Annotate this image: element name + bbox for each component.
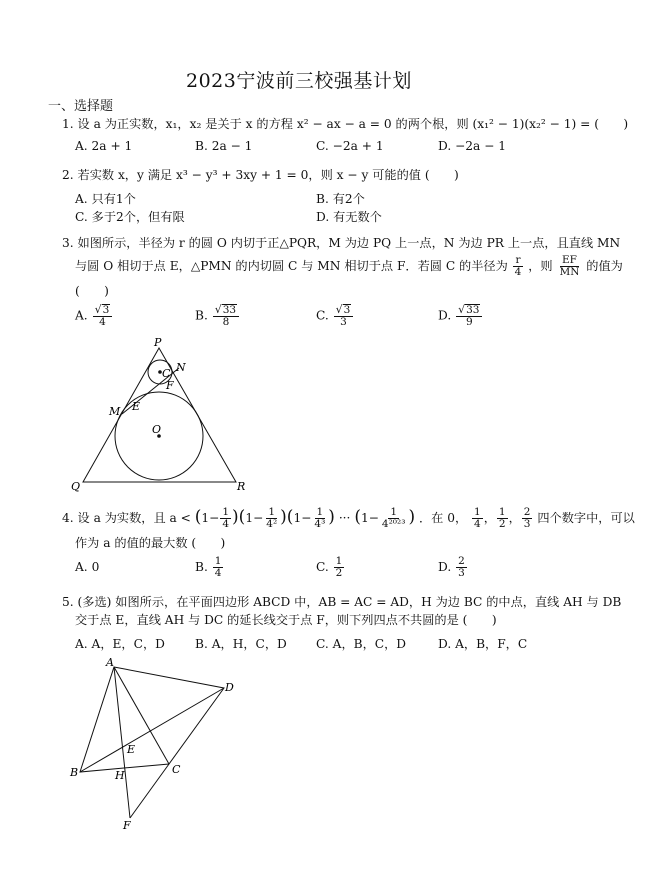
- ellipsis: ···: [338, 511, 351, 525]
- prod-term-1: $\frac{1}{4}$: [222, 506, 230, 530]
- extension-dcf: [130, 764, 169, 818]
- question-4-line1: 4. 设 a 为实数，且 a < (1− $\frac{1}{4}$ )(1− $\frac{1}{\text{4²}}$ )(1− $\frac{1}{\text{4³}}$ ) ··· (1− $\frac{1}{\text{4²⁰²³}}$ ) ．在 0， $\frac{1}{4}$ ， $\frac{1}{2}$ ， $\frac{2}{3}$ 四个数字中，可以: [62, 506, 635, 530]
- label-o: O: [152, 423, 162, 436]
- radicand: 3: [343, 304, 351, 316]
- frac-den: 4²: [266, 518, 278, 530]
- label-a: A: [106, 656, 114, 669]
- radicand: 3: [102, 304, 110, 316]
- option-letter: A.: [75, 560, 88, 574]
- frac-num: 1: [498, 506, 506, 518]
- frac-den: 4: [474, 518, 481, 530]
- question-4-line2: 作为 a 的值的最大数 ( ): [75, 536, 226, 550]
- q3-option-b[interactable]: [195, 304, 240, 328]
- label-q: Q: [71, 480, 81, 493]
- frac-den: 3: [458, 567, 465, 579]
- q3-text: 与圆 O 相切于点 E，△PMN 的内切圆 C 与 MN 相切于点 F．若圆 C 的半径为: [75, 259, 508, 273]
- q3-option-d[interactable]: [438, 304, 483, 328]
- q3-text: 的值为: [586, 259, 623, 273]
- q1-option-d[interactable]: D. −2a − 1: [438, 139, 507, 153]
- option-letter: B.: [195, 308, 208, 323]
- frac-den: 2: [335, 567, 343, 579]
- label-b: B: [70, 766, 79, 779]
- num-2-3: [522, 507, 533, 530]
- frac-den: 3: [340, 316, 347, 328]
- frac-num: EF: [561, 254, 577, 266]
- paren-open: (: [194, 507, 202, 527]
- q4-text: ．在 0，: [418, 511, 468, 525]
- label-m: M: [109, 405, 121, 418]
- num-1-2: [497, 507, 508, 530]
- option-fraction: [334, 304, 354, 328]
- frac-num: √ 3: [93, 304, 113, 317]
- label-e: E: [127, 743, 136, 756]
- frac-num: 2: [523, 506, 531, 518]
- q2-option-a[interactable]: A. 只有1个: [75, 192, 136, 206]
- q2-option-d[interactable]: D. 有无数个: [316, 210, 382, 224]
- question-5-line1: 5. (多选) 如图所示，在平面四边形 ABCD 中，AB = AC = AD，H 为边 BC 的中点，直线 AH 与 DB: [62, 595, 622, 609]
- frac-den: 9: [465, 316, 473, 328]
- option-fraction: [456, 556, 467, 579]
- q3-option-c[interactable]: [316, 304, 354, 328]
- option-letter: B.: [195, 560, 208, 574]
- frac-den: 4: [99, 316, 106, 328]
- q4-text: 4. 设 a 为实数，且 a <: [62, 511, 191, 525]
- prod-term-3: $\frac{1}{\text{4³}}$: [314, 506, 326, 530]
- option-value: 0: [91, 560, 100, 574]
- option-letter: C.: [316, 308, 329, 323]
- option-letter: D.: [438, 308, 452, 323]
- option-fraction: [456, 304, 482, 328]
- q5-option-c[interactable]: C. A，B，C，D: [316, 637, 407, 651]
- radicand: 33: [222, 304, 237, 316]
- q5-quadrilateral-figure: [60, 655, 260, 835]
- q4-option-c[interactable]: [316, 556, 345, 579]
- prod-term-2: $\frac{1}{\text{4²}}$: [266, 506, 278, 530]
- q3-text: ，则: [528, 259, 553, 273]
- frac-den: 2: [498, 518, 506, 530]
- fraction-r-over-4: [513, 255, 524, 278]
- frac-den: 4: [214, 567, 222, 579]
- triangle-pqr: [83, 348, 236, 482]
- question-3-line3: ( ): [75, 284, 109, 298]
- label-f: F: [123, 819, 131, 832]
- radicand: 33: [466, 304, 480, 316]
- label-f: F: [166, 379, 174, 392]
- frac-den: 3: [523, 518, 531, 530]
- label-r: R: [237, 480, 246, 493]
- frac-num: r: [515, 254, 521, 266]
- label-p: P: [154, 336, 162, 349]
- option-fraction: [213, 556, 224, 579]
- q2-option-b[interactable]: B. 有2个: [316, 192, 365, 206]
- option-fraction: [334, 556, 345, 579]
- frac-den: 4²⁰²³: [381, 518, 406, 530]
- frac-num: 1: [474, 506, 481, 518]
- option-fraction: [93, 304, 113, 328]
- frac-num: √ 3: [334, 304, 354, 317]
- label-d: D: [225, 681, 234, 694]
- q1-option-b[interactable]: B. 2a − 1: [195, 139, 253, 153]
- label-e: E: [132, 400, 141, 413]
- q4-option-b[interactable]: [195, 556, 224, 579]
- frac-den: 4³: [314, 518, 326, 530]
- question-3-line2: [75, 255, 623, 278]
- q4-option-d[interactable]: [438, 556, 468, 579]
- prod-term-4: $\frac{1}{\text{4²⁰²³}}$: [381, 506, 406, 530]
- section-heading: 一、选择题: [48, 99, 114, 114]
- question-5-line2: 交于点 E，直线 AH 与 DC 的延长线交于点 F，则下列四点不共圆的是 ( ): [75, 613, 497, 627]
- question-3-line1: 3. 如图所示，半径为 r 的圆 O 内切于正△PQR，M 为边 PQ 上一点，N 为边 PR 上一点，且直线 MN: [62, 236, 621, 250]
- frac-den: 4: [222, 518, 230, 530]
- num-1-4: [472, 507, 483, 530]
- segment-bd: [80, 688, 224, 772]
- option-letter: C.: [316, 560, 329, 574]
- frac-num: 1: [335, 555, 343, 567]
- label-h: H: [115, 769, 125, 782]
- page-title: 2023宁波前三校强基计划: [186, 70, 412, 92]
- q5-option-b[interactable]: B. A，H，C，D: [195, 637, 287, 651]
- q4-text: 四个数字中，可以: [537, 511, 635, 525]
- label-n: N: [176, 361, 186, 374]
- frac-num: √ 33: [456, 304, 482, 317]
- q3-option-a[interactable]: [75, 304, 113, 328]
- q3-triangle-figure: [60, 330, 260, 500]
- question-1-stem: 1. 设 a 为正实数，x₁，x₂ 是关于 x 的方程 x² − ax − a = 0 的两个根，则 (x₁² − 1)(x₂² − 1) = ( ): [62, 117, 629, 131]
- label-c: C: [162, 367, 171, 380]
- q2-option-c[interactable]: C. 多于2个，但有限: [75, 210, 185, 224]
- frac-den: MN: [559, 266, 580, 278]
- question-2-stem: 2. 若实数 x，y 满足 x³ − y³ + 3xy + 1 = 0，则 x − y 可能的值 ( ): [62, 168, 459, 182]
- label-c: C: [172, 763, 181, 776]
- quad-abcd: [80, 667, 224, 772]
- option-letter: D.: [438, 560, 452, 574]
- frac-den: 4: [514, 266, 522, 278]
- frac-num: √ 33: [213, 304, 239, 317]
- frac-den: 8: [222, 316, 230, 328]
- q1-option-c[interactable]: C. −2a + 1: [316, 139, 384, 153]
- frac-num: 1: [214, 555, 222, 567]
- option-fraction: [213, 304, 239, 328]
- q1-option-a[interactable]: A. 2a + 1: [75, 139, 133, 153]
- fraction-ef-over-mn: [557, 255, 581, 278]
- q5-option-a[interactable]: A. A，E，C，D: [75, 637, 165, 651]
- q5-option-d[interactable]: D. A，B，F，C: [438, 637, 528, 651]
- option-letter: A.: [75, 308, 88, 323]
- frac-num: 2: [458, 555, 465, 567]
- q4-option-a[interactable]: [75, 560, 99, 574]
